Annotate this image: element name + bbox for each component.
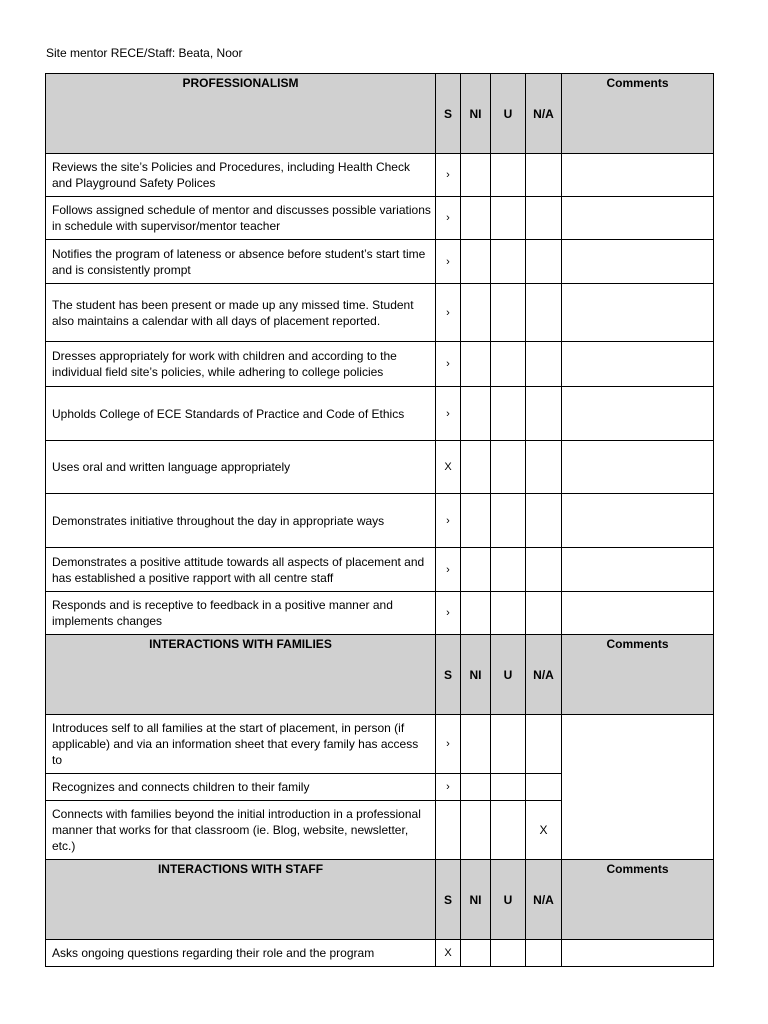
rating-u[interactable]: [491, 154, 526, 197]
col-head-na: N/A: [526, 635, 562, 715]
rating-s[interactable]: X: [436, 441, 461, 494]
comments-cell[interactable]: [562, 154, 714, 197]
rating-ni[interactable]: [461, 240, 491, 284]
table-row: [46, 592, 714, 635]
rating-ni[interactable]: [461, 940, 491, 967]
criterion-text: Demonstrates initiative throughout the day in appropriate ways: [46, 494, 436, 548]
table-row: [46, 494, 714, 548]
comments-cell[interactable]: [562, 284, 714, 342]
comments-cell[interactable]: [562, 240, 714, 284]
section-title: INTERACTIONS WITH FAMILIES: [46, 635, 436, 715]
rating-na[interactable]: [526, 715, 562, 774]
col-head-u: U: [491, 635, 526, 715]
rating-na[interactable]: [526, 441, 562, 494]
col-head-s: S: [436, 635, 461, 715]
comments-cell[interactable]: [562, 387, 714, 441]
table-row: [46, 342, 714, 387]
table-row: [46, 441, 714, 494]
rating-s[interactable]: ›: [436, 715, 461, 774]
rating-u[interactable]: [491, 592, 526, 635]
rating-s[interactable]: ›: [436, 774, 461, 801]
rating-s[interactable]: [436, 801, 461, 860]
rating-ni[interactable]: [461, 387, 491, 441]
col-head-u: U: [491, 860, 526, 940]
criterion-text: The student has been present or made up any missed time. Student also maintains a calendar with all days of placement reported.: [46, 284, 436, 342]
criterion-text: Follows assigned schedule of mentor and discusses possible variations in schedule with supervisor/mentor teacher: [46, 197, 436, 240]
comments-header: Comments: [562, 860, 714, 940]
criterion-text: Demonstrates a positive attitude towards all aspects of placement and has established a positive rapport with all centre staff: [46, 548, 436, 592]
rating-s[interactable]: ›: [436, 197, 461, 240]
section-title: PROFESSIONALISM: [46, 74, 436, 154]
rating-s[interactable]: ›: [436, 494, 461, 548]
criterion-text: Dresses appropriately for work with children and according to the individual field site’s policies, while adhering to college policies: [46, 342, 436, 387]
comments-cell[interactable]: [562, 548, 714, 592]
rating-na[interactable]: [526, 154, 562, 197]
rating-s[interactable]: X: [436, 940, 461, 967]
rating-ni[interactable]: [461, 197, 491, 240]
evaluation-table: [45, 73, 714, 967]
rating-s[interactable]: ›: [436, 387, 461, 441]
comments-header: Comments: [562, 74, 714, 154]
criterion-text: Reviews the site’s Policies and Procedures, including Health Check and Playground Safety Polices: [46, 154, 436, 197]
rating-u[interactable]: [491, 240, 526, 284]
criterion-text: Recognizes and connects children to their family: [46, 774, 436, 801]
rating-na[interactable]: [526, 240, 562, 284]
comments-cell[interactable]: [562, 592, 714, 635]
rating-na[interactable]: [526, 592, 562, 635]
rating-s[interactable]: ›: [436, 240, 461, 284]
table-row: [46, 240, 714, 284]
comments-cell[interactable]: [562, 441, 714, 494]
rating-u[interactable]: [491, 715, 526, 774]
rating-u[interactable]: [491, 441, 526, 494]
comments-cell[interactable]: [562, 342, 714, 387]
col-head-na: N/A: [526, 74, 562, 154]
comments-cell[interactable]: [562, 715, 714, 860]
rating-ni[interactable]: [461, 715, 491, 774]
rating-ni[interactable]: [461, 284, 491, 342]
criterion-text: Asks ongoing questions regarding their role and the program: [46, 940, 436, 967]
col-head-s: S: [436, 860, 461, 940]
rating-u[interactable]: [491, 284, 526, 342]
rating-u[interactable]: [491, 342, 526, 387]
criterion-text: Upholds College of ECE Standards of Practice and Code of Ethics: [46, 387, 436, 441]
rating-s[interactable]: ›: [436, 548, 461, 592]
comments-cell[interactable]: [562, 494, 714, 548]
rating-ni[interactable]: [461, 801, 491, 860]
rating-s[interactable]: ›: [436, 342, 461, 387]
section-header-professionalism: [46, 74, 714, 154]
criterion-text: Introduces self to all families at the start of placement, in person (if applicable) and via an information sheet that every family has access to: [46, 715, 436, 774]
comments-cell[interactable]: [562, 940, 714, 967]
rating-na[interactable]: [526, 387, 562, 441]
rating-na[interactable]: X: [526, 801, 562, 860]
table-row: [46, 715, 714, 774]
rating-na[interactable]: [526, 342, 562, 387]
rating-na[interactable]: [526, 774, 562, 801]
table-row: [46, 154, 714, 197]
rating-na[interactable]: [526, 284, 562, 342]
rating-ni[interactable]: [461, 592, 491, 635]
col-head-na: N/A: [526, 860, 562, 940]
table-row: [46, 940, 714, 967]
rating-ni[interactable]: [461, 548, 491, 592]
comments-cell[interactable]: [562, 197, 714, 240]
comments-header: Comments: [562, 635, 714, 715]
rating-ni[interactable]: [461, 494, 491, 548]
col-head-s: S: [436, 74, 461, 154]
rating-na[interactable]: [526, 940, 562, 967]
rating-u[interactable]: [491, 494, 526, 548]
rating-ni[interactable]: [461, 342, 491, 387]
table-row: [46, 387, 714, 441]
rating-u[interactable]: [491, 801, 526, 860]
table-row: [46, 284, 714, 342]
criterion-text: Responds and is receptive to feedback in a positive manner and implements changes: [46, 592, 436, 635]
rating-s[interactable]: ›: [436, 284, 461, 342]
rating-u[interactable]: [491, 548, 526, 592]
section-title: INTERACTIONS WITH STAFF: [46, 860, 436, 940]
rating-u[interactable]: [491, 774, 526, 801]
rating-u[interactable]: [491, 197, 526, 240]
rating-ni[interactable]: [461, 774, 491, 801]
section-header-families: [46, 635, 714, 715]
col-head-u: U: [491, 74, 526, 154]
col-head-ni: NI: [461, 860, 491, 940]
table-row: [46, 548, 714, 592]
rating-na[interactable]: [526, 548, 562, 592]
rating-u[interactable]: [491, 387, 526, 441]
col-head-ni: NI: [461, 635, 491, 715]
section-header-staff: [46, 860, 714, 940]
criterion-text: Notifies the program of lateness or absence before student’s start time and is consistently prompt: [46, 240, 436, 284]
criterion-text: Uses oral and written language appropriately: [46, 441, 436, 494]
criterion-text: Connects with families beyond the initial introduction in a professional manner that works for that classroom (ie. Blog, website, newsletter, etc.): [46, 801, 436, 860]
rating-ni[interactable]: [461, 154, 491, 197]
rating-na[interactable]: [526, 494, 562, 548]
rating-ni[interactable]: [461, 441, 491, 494]
table-row: [46, 197, 714, 240]
col-head-ni: NI: [461, 74, 491, 154]
rating-s[interactable]: ›: [436, 154, 461, 197]
rating-u[interactable]: [491, 940, 526, 967]
site-mentor-label: Site mentor RECE/Staff: Beata, Noor: [46, 46, 243, 60]
rating-na[interactable]: [526, 197, 562, 240]
rating-s[interactable]: ›: [436, 592, 461, 635]
